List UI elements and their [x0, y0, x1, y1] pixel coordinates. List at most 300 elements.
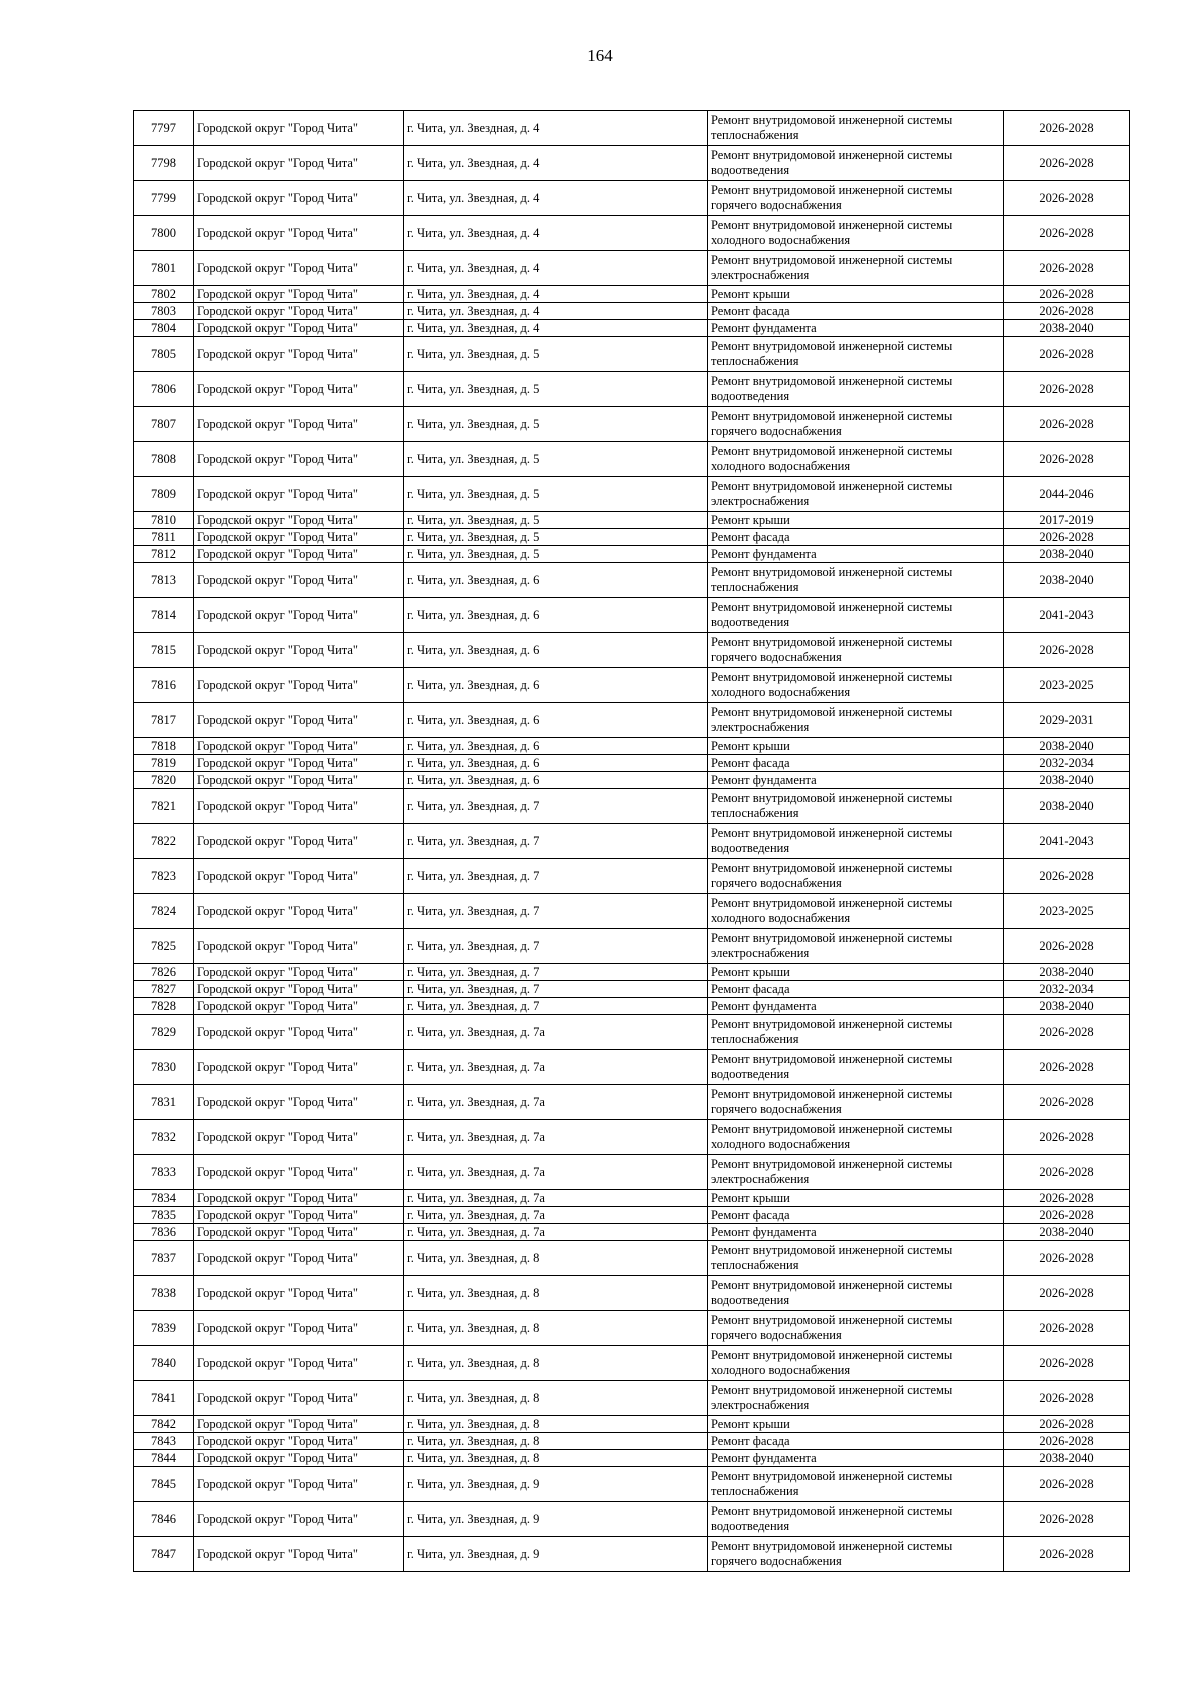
row-number-cell: 7828 [134, 998, 194, 1015]
table-row [134, 372, 1130, 407]
row-number-cell: 7800 [134, 216, 194, 251]
row-number-cell: 7819 [134, 755, 194, 772]
row-number-cell: 7827 [134, 981, 194, 998]
address-cell: г. Чита, ул. Звездная, д. 7а [404, 1224, 708, 1241]
address-cell: г. Чита, ул. Звездная, д. 7 [404, 859, 708, 894]
address-cell: г. Чита, ул. Звездная, д. 7 [404, 789, 708, 824]
municipality-cell: Городской округ "Город Чита" [194, 1311, 404, 1346]
work-type-cell: Ремонт внутридомовой инженерной системы холодного водоснабжения [708, 1346, 1004, 1381]
municipality-cell: Городской округ "Город Чита" [194, 668, 404, 703]
table-row [134, 563, 1130, 598]
period-cell: 2026-2028 [1004, 337, 1130, 372]
work-type-cell: Ремонт крыши [708, 1190, 1004, 1207]
address-cell: г. Чита, ул. Звездная, д. 7а [404, 1015, 708, 1050]
municipality-cell: Городской округ "Город Чита" [194, 738, 404, 755]
address-cell: г. Чита, ул. Звездная, д. 6 [404, 755, 708, 772]
repair-schedule-table [133, 110, 1130, 1572]
row-number-cell: 7846 [134, 1502, 194, 1537]
work-type-cell: Ремонт внутридомовой инженерной системы теплоснабжения [708, 1467, 1004, 1502]
period-cell: 2032-2034 [1004, 755, 1130, 772]
municipality-cell: Городской округ "Город Чита" [194, 755, 404, 772]
work-type-cell: Ремонт внутридомовой инженерной системы электроснабжения [708, 703, 1004, 738]
work-type-cell: Ремонт внутридомовой инженерной системы горячего водоснабжения [708, 181, 1004, 216]
table-row [134, 320, 1130, 337]
address-cell: г. Чита, ул. Звездная, д. 6 [404, 703, 708, 738]
address-cell: г. Чита, ул. Звездная, д. 6 [404, 598, 708, 633]
municipality-cell: Городской округ "Город Чита" [194, 563, 404, 598]
period-cell: 2026-2028 [1004, 633, 1130, 668]
row-number-cell: 7847 [134, 1537, 194, 1572]
period-cell: 2026-2028 [1004, 442, 1130, 477]
row-number-cell: 7814 [134, 598, 194, 633]
address-cell: г. Чита, ул. Звездная, д. 8 [404, 1433, 708, 1450]
work-type-cell: Ремонт внутридомовой инженерной системы горячего водоснабжения [708, 633, 1004, 668]
row-number-cell: 7802 [134, 286, 194, 303]
work-type-cell: Ремонт фасада [708, 755, 1004, 772]
table-row [134, 633, 1130, 668]
address-cell: г. Чита, ул. Звездная, д. 5 [404, 529, 708, 546]
municipality-cell: Городской округ "Город Чита" [194, 703, 404, 738]
work-type-cell: Ремонт крыши [708, 964, 1004, 981]
address-cell: г. Чита, ул. Звездная, д. 7а [404, 1120, 708, 1155]
period-cell: 2026-2028 [1004, 407, 1130, 442]
address-cell: г. Чита, ул. Звездная, д. 7а [404, 1155, 708, 1190]
address-cell: г. Чита, ул. Звездная, д. 8 [404, 1346, 708, 1381]
work-type-cell: Ремонт фундамента [708, 320, 1004, 337]
work-type-cell: Ремонт внутридомовой инженерной системы электроснабжения [708, 251, 1004, 286]
municipality-cell: Городской округ "Город Чита" [194, 1502, 404, 1537]
row-number-cell: 7806 [134, 372, 194, 407]
municipality-cell: Городской округ "Город Чита" [194, 998, 404, 1015]
row-number-cell: 7816 [134, 668, 194, 703]
row-number-cell: 7825 [134, 929, 194, 964]
table-row [134, 1050, 1130, 1085]
table-row [134, 703, 1130, 738]
address-cell: г. Чита, ул. Звездная, д. 5 [404, 442, 708, 477]
period-cell: 2026-2028 [1004, 1155, 1130, 1190]
work-type-cell: Ремонт фасада [708, 981, 1004, 998]
municipality-cell: Городской округ "Город Чита" [194, 981, 404, 998]
period-cell: 2026-2028 [1004, 859, 1130, 894]
work-type-cell: Ремонт крыши [708, 512, 1004, 529]
address-cell: г. Чита, ул. Звездная, д. 6 [404, 633, 708, 668]
work-type-cell: Ремонт внутридомовой инженерной системы горячего водоснабжения [708, 1085, 1004, 1120]
municipality-cell: Городской округ "Город Чита" [194, 181, 404, 216]
table-row [134, 1311, 1130, 1346]
row-number-cell: 7810 [134, 512, 194, 529]
row-number-cell: 7831 [134, 1085, 194, 1120]
address-cell: г. Чита, ул. Звездная, д. 5 [404, 512, 708, 529]
period-cell: 2026-2028 [1004, 181, 1130, 216]
work-type-cell: Ремонт внутридомовой инженерной системы теплоснабжения [708, 111, 1004, 146]
period-cell: 2026-2028 [1004, 216, 1130, 251]
period-cell: 2026-2028 [1004, 1085, 1130, 1120]
municipality-cell: Городской округ "Город Чита" [194, 894, 404, 929]
work-type-cell: Ремонт фасада [708, 1433, 1004, 1450]
address-cell: г. Чита, ул. Звездная, д. 7а [404, 1190, 708, 1207]
work-type-cell: Ремонт внутридомовой инженерной системы водоотведения [708, 146, 1004, 181]
work-type-cell: Ремонт фундамента [708, 1224, 1004, 1241]
row-number-cell: 7812 [134, 546, 194, 563]
row-number-cell: 7834 [134, 1190, 194, 1207]
address-cell: г. Чита, ул. Звездная, д. 7а [404, 1085, 708, 1120]
address-cell: г. Чита, ул. Звездная, д. 5 [404, 546, 708, 563]
municipality-cell: Городской округ "Город Чита" [194, 1241, 404, 1276]
work-type-cell: Ремонт внутридомовой инженерной системы теплоснабжения [708, 789, 1004, 824]
row-number-cell: 7836 [134, 1224, 194, 1241]
municipality-cell: Городской округ "Город Чита" [194, 1190, 404, 1207]
municipality-cell: Городской округ "Город Чита" [194, 1346, 404, 1381]
table-row [134, 1276, 1130, 1311]
work-type-cell: Ремонт внутридомовой инженерной системы теплоснабжения [708, 337, 1004, 372]
work-type-cell: Ремонт внутридомовой инженерной системы водоотведения [708, 1050, 1004, 1085]
period-cell: 2023-2025 [1004, 668, 1130, 703]
address-cell: г. Чита, ул. Звездная, д. 7 [404, 998, 708, 1015]
address-cell: г. Чита, ул. Звездная, д. 7 [404, 894, 708, 929]
row-number-cell: 7833 [134, 1155, 194, 1190]
table-row [134, 1224, 1130, 1241]
work-type-cell: Ремонт внутридомовой инженерной системы водоотведения [708, 1502, 1004, 1537]
period-cell: 2029-2031 [1004, 703, 1130, 738]
address-cell: г. Чита, ул. Звездная, д. 6 [404, 738, 708, 755]
table-row [134, 1433, 1130, 1450]
row-number-cell: 7807 [134, 407, 194, 442]
period-cell: 2026-2028 [1004, 1467, 1130, 1502]
period-cell: 2026-2028 [1004, 1241, 1130, 1276]
address-cell: г. Чита, ул. Звездная, д. 9 [404, 1537, 708, 1572]
table-row [134, 1381, 1130, 1416]
work-type-cell: Ремонт фасада [708, 529, 1004, 546]
address-cell: г. Чита, ул. Звездная, д. 4 [404, 111, 708, 146]
municipality-cell: Городской округ "Город Чита" [194, 477, 404, 512]
table-row [134, 1502, 1130, 1537]
address-cell: г. Чита, ул. Звездная, д. 6 [404, 772, 708, 789]
address-cell: г. Чита, ул. Звездная, д. 4 [404, 251, 708, 286]
period-cell: 2026-2028 [1004, 1416, 1130, 1433]
period-cell: 2038-2040 [1004, 738, 1130, 755]
row-number-cell: 7808 [134, 442, 194, 477]
period-cell: 2026-2028 [1004, 146, 1130, 181]
municipality-cell: Городской округ "Город Чита" [194, 111, 404, 146]
work-type-cell: Ремонт внутридомовой инженерной системы горячего водоснабжения [708, 407, 1004, 442]
row-number-cell: 7799 [134, 181, 194, 216]
table-row [134, 181, 1130, 216]
municipality-cell: Городской округ "Город Чита" [194, 1207, 404, 1224]
municipality-cell: Городской округ "Город Чита" [194, 286, 404, 303]
period-cell: 2032-2034 [1004, 981, 1130, 998]
row-number-cell: 7818 [134, 738, 194, 755]
municipality-cell: Городской округ "Город Чита" [194, 1120, 404, 1155]
address-cell: г. Чита, ул. Звездная, д. 4 [404, 303, 708, 320]
work-type-cell: Ремонт внутридомовой инженерной системы электроснабжения [708, 1381, 1004, 1416]
work-type-cell: Ремонт внутридомовой инженерной системы теплоснабжения [708, 1015, 1004, 1050]
page-number: 164 [587, 46, 613, 65]
table-row [134, 1450, 1130, 1467]
period-cell: 2026-2028 [1004, 1502, 1130, 1537]
period-cell: 2038-2040 [1004, 772, 1130, 789]
table-row [134, 738, 1130, 755]
period-cell: 2026-2028 [1004, 251, 1130, 286]
work-type-cell: Ремонт фундамента [708, 772, 1004, 789]
period-cell: 2041-2043 [1004, 598, 1130, 633]
period-cell: 2026-2028 [1004, 1120, 1130, 1155]
address-cell: г. Чита, ул. Звездная, д. 7а [404, 1207, 708, 1224]
work-type-cell: Ремонт внутридомовой инженерной системы водоотведения [708, 372, 1004, 407]
address-cell: г. Чита, ул. Звездная, д. 5 [404, 407, 708, 442]
table-row [134, 512, 1130, 529]
period-cell: 2026-2028 [1004, 1190, 1130, 1207]
work-type-cell: Ремонт фундамента [708, 998, 1004, 1015]
municipality-cell: Городской округ "Город Чита" [194, 772, 404, 789]
municipality-cell: Городской округ "Город Чита" [194, 964, 404, 981]
table-row [134, 1120, 1130, 1155]
row-number-cell: 7820 [134, 772, 194, 789]
row-number-cell: 7841 [134, 1381, 194, 1416]
address-cell: г. Чита, ул. Звездная, д. 8 [404, 1311, 708, 1346]
table-row [134, 146, 1130, 181]
municipality-cell: Городской округ "Город Чита" [194, 1381, 404, 1416]
address-cell: г. Чита, ул. Звездная, д. 5 [404, 477, 708, 512]
row-number-cell: 7826 [134, 964, 194, 981]
municipality-cell: Городской округ "Город Чита" [194, 546, 404, 563]
address-cell: г. Чита, ул. Звездная, д. 4 [404, 216, 708, 251]
period-cell: 2038-2040 [1004, 563, 1130, 598]
period-cell: 2026-2028 [1004, 929, 1130, 964]
table-row [134, 598, 1130, 633]
table-row [134, 1155, 1130, 1190]
table-row [134, 303, 1130, 320]
address-cell: г. Чита, ул. Звездная, д. 4 [404, 286, 708, 303]
address-cell: г. Чита, ул. Звездная, д. 5 [404, 372, 708, 407]
municipality-cell: Городской округ "Город Чита" [194, 1050, 404, 1085]
period-cell: 2038-2040 [1004, 1450, 1130, 1467]
table-row [134, 1085, 1130, 1120]
period-cell: 2026-2028 [1004, 1207, 1130, 1224]
period-cell: 2026-2028 [1004, 1276, 1130, 1311]
table-row [134, 894, 1130, 929]
period-cell: 2026-2028 [1004, 1537, 1130, 1572]
table-row [134, 407, 1130, 442]
municipality-cell: Городской округ "Город Чита" [194, 929, 404, 964]
period-cell: 2026-2028 [1004, 1050, 1130, 1085]
row-number-cell: 7845 [134, 1467, 194, 1502]
table-row [134, 1241, 1130, 1276]
row-number-cell: 7835 [134, 1207, 194, 1224]
row-number-cell: 7815 [134, 633, 194, 668]
address-cell: г. Чита, ул. Звездная, д. 8 [404, 1241, 708, 1276]
municipality-cell: Городской округ "Город Чита" [194, 1015, 404, 1050]
municipality-cell: Городской округ "Город Чита" [194, 1155, 404, 1190]
address-cell: г. Чита, ул. Звездная, д. 8 [404, 1416, 708, 1433]
work-type-cell: Ремонт внутридомовой инженерной системы электроснабжения [708, 477, 1004, 512]
municipality-cell: Городской округ "Город Чита" [194, 337, 404, 372]
period-cell: 2023-2025 [1004, 894, 1130, 929]
municipality-cell: Городской округ "Город Чита" [194, 1224, 404, 1241]
table-row [134, 337, 1130, 372]
row-number-cell: 7840 [134, 1346, 194, 1381]
address-cell: г. Чита, ул. Звездная, д. 6 [404, 563, 708, 598]
municipality-cell: Городской округ "Город Чита" [194, 442, 404, 477]
row-number-cell: 7832 [134, 1120, 194, 1155]
municipality-cell: Городской округ "Город Чита" [194, 824, 404, 859]
address-cell: г. Чита, ул. Звездная, д. 9 [404, 1467, 708, 1502]
address-cell: г. Чита, ул. Звездная, д. 7 [404, 964, 708, 981]
table-row [134, 789, 1130, 824]
municipality-cell: Городской округ "Город Чита" [194, 303, 404, 320]
table-row [134, 998, 1130, 1015]
table-row [134, 1190, 1130, 1207]
address-cell: г. Чита, ул. Звездная, д. 8 [404, 1450, 708, 1467]
period-cell: 2038-2040 [1004, 320, 1130, 337]
table-row [134, 111, 1130, 146]
period-cell: 2026-2028 [1004, 372, 1130, 407]
row-number-cell: 7830 [134, 1050, 194, 1085]
table-row [134, 1537, 1130, 1572]
period-cell: 2026-2028 [1004, 1346, 1130, 1381]
address-cell: г. Чита, ул. Звездная, д. 7 [404, 981, 708, 998]
work-type-cell: Ремонт фасада [708, 303, 1004, 320]
work-type-cell: Ремонт внутридомовой инженерной системы теплоснабжения [708, 1241, 1004, 1276]
table-row [134, 981, 1130, 998]
work-type-cell: Ремонт внутридомовой инженерной системы теплоснабжения [708, 563, 1004, 598]
period-cell: 2026-2028 [1004, 1015, 1130, 1050]
period-cell: 2038-2040 [1004, 789, 1130, 824]
table-row [134, 251, 1130, 286]
table-row [134, 286, 1130, 303]
row-number-cell: 7839 [134, 1311, 194, 1346]
row-number-cell: 7844 [134, 1450, 194, 1467]
table-row [134, 546, 1130, 563]
table-row [134, 216, 1130, 251]
period-cell: 2026-2028 [1004, 529, 1130, 546]
row-number-cell: 7797 [134, 111, 194, 146]
address-cell: г. Чита, ул. Звездная, д. 4 [404, 181, 708, 216]
work-type-cell: Ремонт внутридомовой инженерной системы холодного водоснабжения [708, 442, 1004, 477]
work-type-cell: Ремонт внутридомовой инженерной системы электроснабжения [708, 1155, 1004, 1190]
address-cell: г. Чита, ул. Звездная, д. 6 [404, 668, 708, 703]
work-type-cell: Ремонт внутридомовой инженерной системы горячего водоснабжения [708, 1311, 1004, 1346]
period-cell: 2038-2040 [1004, 1224, 1130, 1241]
row-number-cell: 7811 [134, 529, 194, 546]
work-type-cell: Ремонт внутридомовой инженерной системы холодного водоснабжения [708, 668, 1004, 703]
period-cell: 2038-2040 [1004, 546, 1130, 563]
table-row [134, 1207, 1130, 1224]
work-type-cell: Ремонт фундамента [708, 546, 1004, 563]
row-number-cell: 7842 [134, 1416, 194, 1433]
period-cell: 2026-2028 [1004, 286, 1130, 303]
period-cell: 2026-2028 [1004, 303, 1130, 320]
municipality-cell: Городской округ "Город Чита" [194, 598, 404, 633]
municipality-cell: Городской округ "Город Чита" [194, 512, 404, 529]
table-row [134, 824, 1130, 859]
table-row [134, 477, 1130, 512]
row-number-cell: 7829 [134, 1015, 194, 1050]
period-cell: 2026-2028 [1004, 1433, 1130, 1450]
municipality-cell: Городской округ "Город Чита" [194, 320, 404, 337]
row-number-cell: 7821 [134, 789, 194, 824]
municipality-cell: Городской округ "Город Чита" [194, 633, 404, 668]
work-type-cell: Ремонт внутридомовой инженерной системы холодного водоснабжения [708, 894, 1004, 929]
work-type-cell: Ремонт внутридомовой инженерной системы водоотведения [708, 824, 1004, 859]
row-number-cell: 7805 [134, 337, 194, 372]
period-cell: 2044-2046 [1004, 477, 1130, 512]
work-type-cell: Ремонт внутридомовой инженерной системы холодного водоснабжения [708, 216, 1004, 251]
municipality-cell: Городской округ "Город Чита" [194, 407, 404, 442]
address-cell: г. Чита, ул. Звездная, д. 7 [404, 929, 708, 964]
row-number-cell: 7822 [134, 824, 194, 859]
row-number-cell: 7803 [134, 303, 194, 320]
period-cell: 2026-2028 [1004, 1311, 1130, 1346]
work-type-cell: Ремонт внутридомовой инженерной системы электроснабжения [708, 929, 1004, 964]
row-number-cell: 7838 [134, 1276, 194, 1311]
period-cell: 2038-2040 [1004, 998, 1130, 1015]
municipality-cell: Городской округ "Город Чита" [194, 529, 404, 546]
address-cell: г. Чита, ул. Звездная, д. 8 [404, 1381, 708, 1416]
row-number-cell: 7824 [134, 894, 194, 929]
work-type-cell: Ремонт внутридомовой инженерной системы горячего водоснабжения [708, 1537, 1004, 1572]
period-cell: 2038-2040 [1004, 964, 1130, 981]
table-row [134, 755, 1130, 772]
municipality-cell: Городской округ "Город Чита" [194, 789, 404, 824]
row-number-cell: 7817 [134, 703, 194, 738]
municipality-cell: Городской округ "Город Чита" [194, 1537, 404, 1572]
municipality-cell: Городской округ "Город Чита" [194, 1276, 404, 1311]
table-row [134, 1416, 1130, 1433]
address-cell: г. Чита, ул. Звездная, д. 4 [404, 146, 708, 181]
row-number-cell: 7798 [134, 146, 194, 181]
work-type-cell: Ремонт крыши [708, 738, 1004, 755]
table-row [134, 442, 1130, 477]
municipality-cell: Городской округ "Город Чита" [194, 372, 404, 407]
period-cell: 2041-2043 [1004, 824, 1130, 859]
table-row [134, 859, 1130, 894]
row-number-cell: 7823 [134, 859, 194, 894]
row-number-cell: 7809 [134, 477, 194, 512]
period-cell: 2026-2028 [1004, 111, 1130, 146]
municipality-cell: Городской округ "Город Чита" [194, 146, 404, 181]
address-cell: г. Чита, ул. Звездная, д. 5 [404, 337, 708, 372]
work-type-cell: Ремонт внутридомовой инженерной системы водоотведения [708, 1276, 1004, 1311]
work-type-cell: Ремонт крыши [708, 1416, 1004, 1433]
row-number-cell: 7804 [134, 320, 194, 337]
municipality-cell: Городской округ "Город Чита" [194, 1085, 404, 1120]
municipality-cell: Городской округ "Город Чита" [194, 859, 404, 894]
table-row [134, 1467, 1130, 1502]
table-row [134, 529, 1130, 546]
municipality-cell: Городской округ "Город Чита" [194, 251, 404, 286]
work-type-cell: Ремонт крыши [708, 286, 1004, 303]
work-type-cell: Ремонт внутридомовой инженерной системы водоотведения [708, 598, 1004, 633]
address-cell: г. Чита, ул. Звездная, д. 8 [404, 1276, 708, 1311]
table-row [134, 1346, 1130, 1381]
row-number-cell: 7813 [134, 563, 194, 598]
address-cell: г. Чита, ул. Звездная, д. 7а [404, 1050, 708, 1085]
table-row [134, 964, 1130, 981]
table-row [134, 668, 1130, 703]
work-type-cell: Ремонт внутридомовой инженерной системы горячего водоснабжения [708, 859, 1004, 894]
address-cell: г. Чита, ул. Звездная, д. 4 [404, 320, 708, 337]
municipality-cell: Городской округ "Город Чита" [194, 216, 404, 251]
period-cell: 2026-2028 [1004, 1381, 1130, 1416]
row-number-cell: 7843 [134, 1433, 194, 1450]
work-type-cell: Ремонт внутридомовой инженерной системы холодного водоснабжения [708, 1120, 1004, 1155]
table-row [134, 1015, 1130, 1050]
address-cell: г. Чита, ул. Звездная, д. 9 [404, 1502, 708, 1537]
work-type-cell: Ремонт фасада [708, 1207, 1004, 1224]
row-number-cell: 7801 [134, 251, 194, 286]
period-cell: 2017-2019 [1004, 512, 1130, 529]
row-number-cell: 7837 [134, 1241, 194, 1276]
